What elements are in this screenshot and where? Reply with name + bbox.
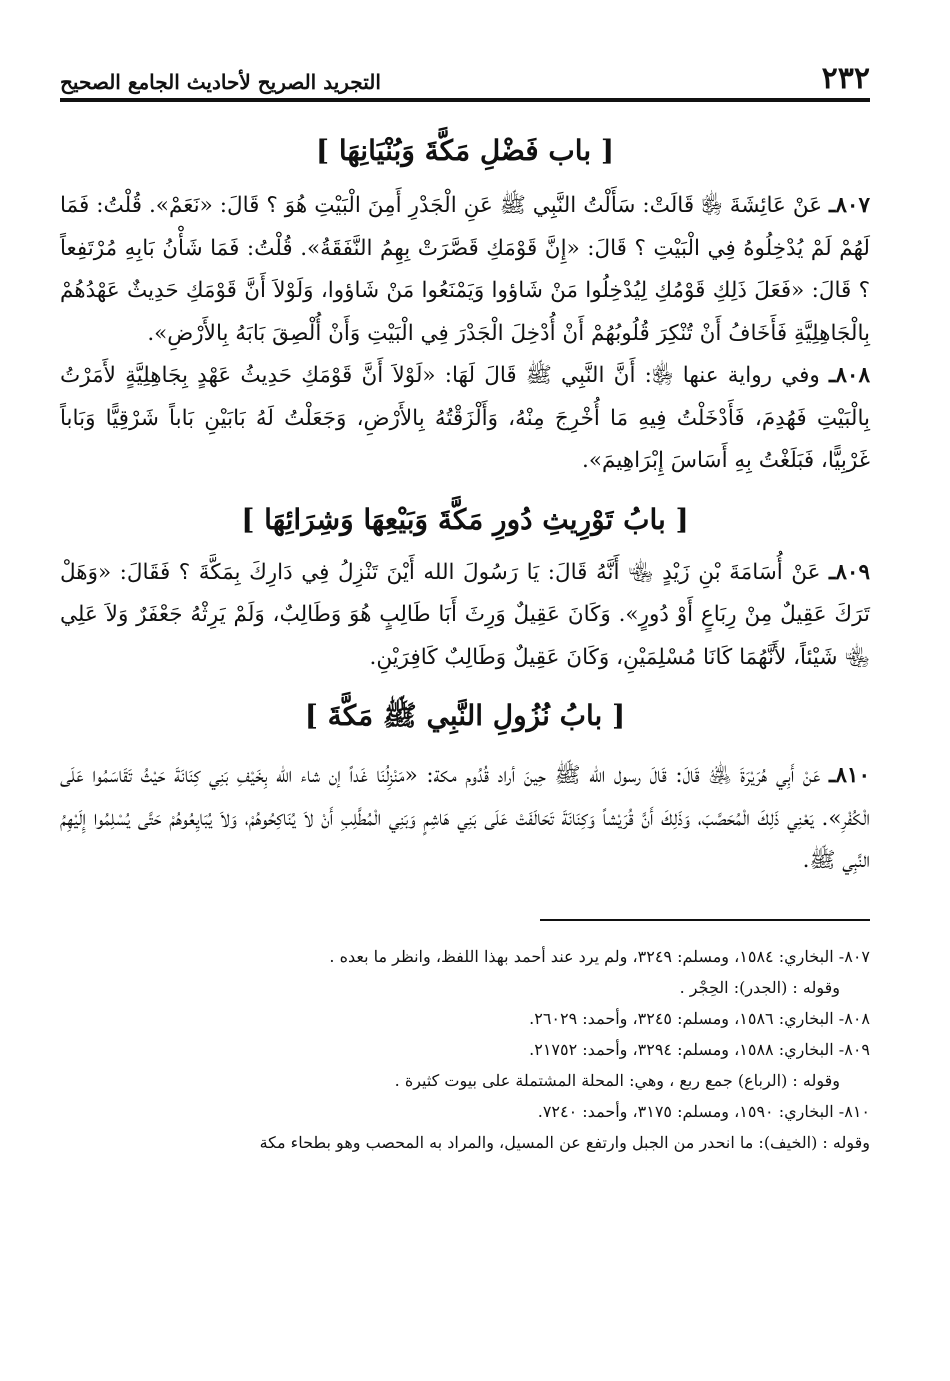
hadith-810 bbox=[60, 755, 870, 883]
footnote-note: وقوله : (الجدر): الحِجْر . bbox=[679, 977, 840, 997]
hadith-number: ٨٠٧ـ bbox=[829, 193, 870, 218]
hadith-text: عَنْ أَبِي هُرَيْرَةَ ﵁ قَالَ: قَالَ رسول الله ﷺ حِينَ أراد قُدُوم مكة: «مَنْزِلُنَا غَداً إن شاء الله بِخَيْفِ بَنِي كِنَانَةَ حَيْثُ تَقَاسَمُوا عَلَى الْكُفْرِ». يَعْنِي ذَلِكَ الْمُحَصَّبَ، وَذَلِكَ أَنَّ قُرَيْشاً وَكِنَانَةَ تَحَالَفَتْ عَلَى بَنِي هَاشِمٍ وَبَنِي الْمُطَّلِبِ أَنْ لاَ يُنَاكِحُوهُمْ، وَلاَ يُبَايِعُوهُمْ حَتَّى يُسْلِمُوا إِلَيْهِمُ النَّبِي ﷺ. bbox=[60, 763, 870, 873]
hadith-807 bbox=[60, 185, 870, 355]
hadith-809 bbox=[60, 552, 870, 680]
page-header bbox=[60, 50, 870, 102]
footnote-note: وقوله : (الرباع) جمع ربع ، وهي: المحلة المشتملة على بيوت كثيرة . bbox=[394, 1070, 840, 1090]
hadith-number: ٨٠٩ـ bbox=[829, 559, 870, 585]
chapter-heading: [ باب فَضْلِ مَكَّةَ وَبُنْيَانِهَا ] bbox=[315, 134, 615, 167]
chapter-heading: [ بابُ تَوْرِيثِ دُورِ مَكَّةَ وَبَيْعِهَا وَشِرَائِهَا ] bbox=[241, 502, 689, 536]
hadith-number: ٨١٠ـ bbox=[829, 763, 870, 788]
footnote-divider-wrap bbox=[60, 919, 870, 921]
hadith-text: عَنْ أُسَامَةَ بْنِ زَيْدٍ ﵄ أَنَّهُ قَالَ: يَا رَسُولَ الله أَيْنَ تَنْزِلُ فِي دَارِكَ بِمَكَّةَ ؟ فَقَالَ: «وَهَلْ تَرَكَ عَقِيلٌ مِنْ رِبَاعٍ أَوْ دُورٍ». وَكَانَ عَقِيلٌ وَرِثَ أَبَا طَالِبٍ هُوَ وَطَالِبٌ، وَلَمْ يَرِثْهُ جَعْفَرٌ وَلاَ عَلِي ﵄ شَيْئاً، لأَنَّهُمَا كَانَا مُسْلِمَيْنِ، وَكَانَ عَقِيلٌ وَطَالِبٌ كَافِرَيْنِ. bbox=[60, 559, 870, 670]
footnote: ٨١٠- البخاري: ١٥٩٠، ومسلم: ٣١٧٥، وأحمد: ٧٢٤٠. bbox=[537, 1101, 870, 1121]
footnote-note: وقوله : (الخيف): ما انحدر من الجبل وارتفع عن المسيل، والمراد به المحصب وهو بطحاء مكة bbox=[259, 1132, 870, 1152]
page bbox=[60, 50, 870, 1158]
hadith-text: وفي رواية عنها ﵂: أَنَّ النَّبِي ﷺ قَالَ لَهَا: «لَوْلاَ أَنَّ قَوْمَكِ حَدِيثُ عَهْدٍ بِجَاهِلِيَّةٍ لأَمَرْتُ بِالْبَيْتِ فَهُدِمَ، فَأَدْخَلْتُ فِيهِ مَا أُخْرِجَ مِنْهُ، وَأَلْزَقْتُهُ بِالأَرْضِ، وَجَعَلْتُ لَهُ بَابَيْنِ بَاباً شَرْقِيًّا وَبَاباً غَرْبِيًّا، فَبَلَغْتُ بِهِ أَسَاسَ إِبْرَاهِيمَ». bbox=[60, 363, 870, 473]
footnote: ٨٠٨- البخاري: ١٥٨٦، ومسلم: ٣٢٤٥، وأحمد: ٢٦٠٢٩. bbox=[529, 1008, 870, 1028]
footnote-divider bbox=[540, 919, 870, 921]
footnote: ٨٠٩- البخاري: ١٥٨٨، ومسلم: ٣٢٩٤، وأحمد: ٢١٧٥٢. bbox=[529, 1039, 870, 1059]
chapter-heading: [ بابُ نُزُولِ النَّبِي ﷺ مَكَّةَ ] bbox=[304, 699, 626, 732]
footnotes bbox=[60, 941, 870, 1158]
hadith-808 bbox=[60, 355, 870, 483]
hadith-number: ٨٠٨ـ bbox=[829, 363, 870, 388]
page-number: ٢٣٢ bbox=[821, 61, 870, 96]
hadith-text: عَنْ عَائِشَةَ ﵂ قَالَتْ: سَأَلْتُ النَّبِي ﷺ عَنِ الْجَدْرِ أَمِنَ الْبَيْتِ هُوَ ؟ قَالَ: «نَعَمْ». قُلْتُ: فَمَا لَهُمْ لَمْ يُدْخِلُوهُ فِي الْبَيْتِ ؟ قَالَ: «إِنَّ قَوْمَكِ قَصَّرَتْ بِهِمُ النَّفَقَةُ». قُلْتُ: فَمَا شَأْنُ بَابِهِ مُرْتَفِعاً ؟ قَالَ: «فَعَلَ ذَلِكِ قَوْمُكِ لِيُدْخِلُوا مَنْ شَاؤوا وَيَمْنَعُوا مَنْ شَاؤوا، وَلَوْلاَ أَنَّ قَوْمَكِ حَدِيثٌ عَهْدُهُمْ بِالْجَاهِلِيَّةِ فَأَخَافُ أَنْ تُنْكِرَ قُلُوبُهُمْ أَنْ أُدْخِلَ الْجَدْرَ فِي الْبَيْتِ وَأَنْ أُلْصِقَ بَابَهُ بِالأَرْضِ». bbox=[60, 193, 870, 346]
book-title: التجريد الصريح لأحاديث الجامع الصحيح bbox=[60, 70, 381, 94]
footnote: ٨٠٧- البخاري: ١٥٨٤، ومسلم: ٣٢٤٩، ولم يرد عند أحمد بهذا اللفظ، وانظر ما بعده . bbox=[329, 946, 870, 966]
